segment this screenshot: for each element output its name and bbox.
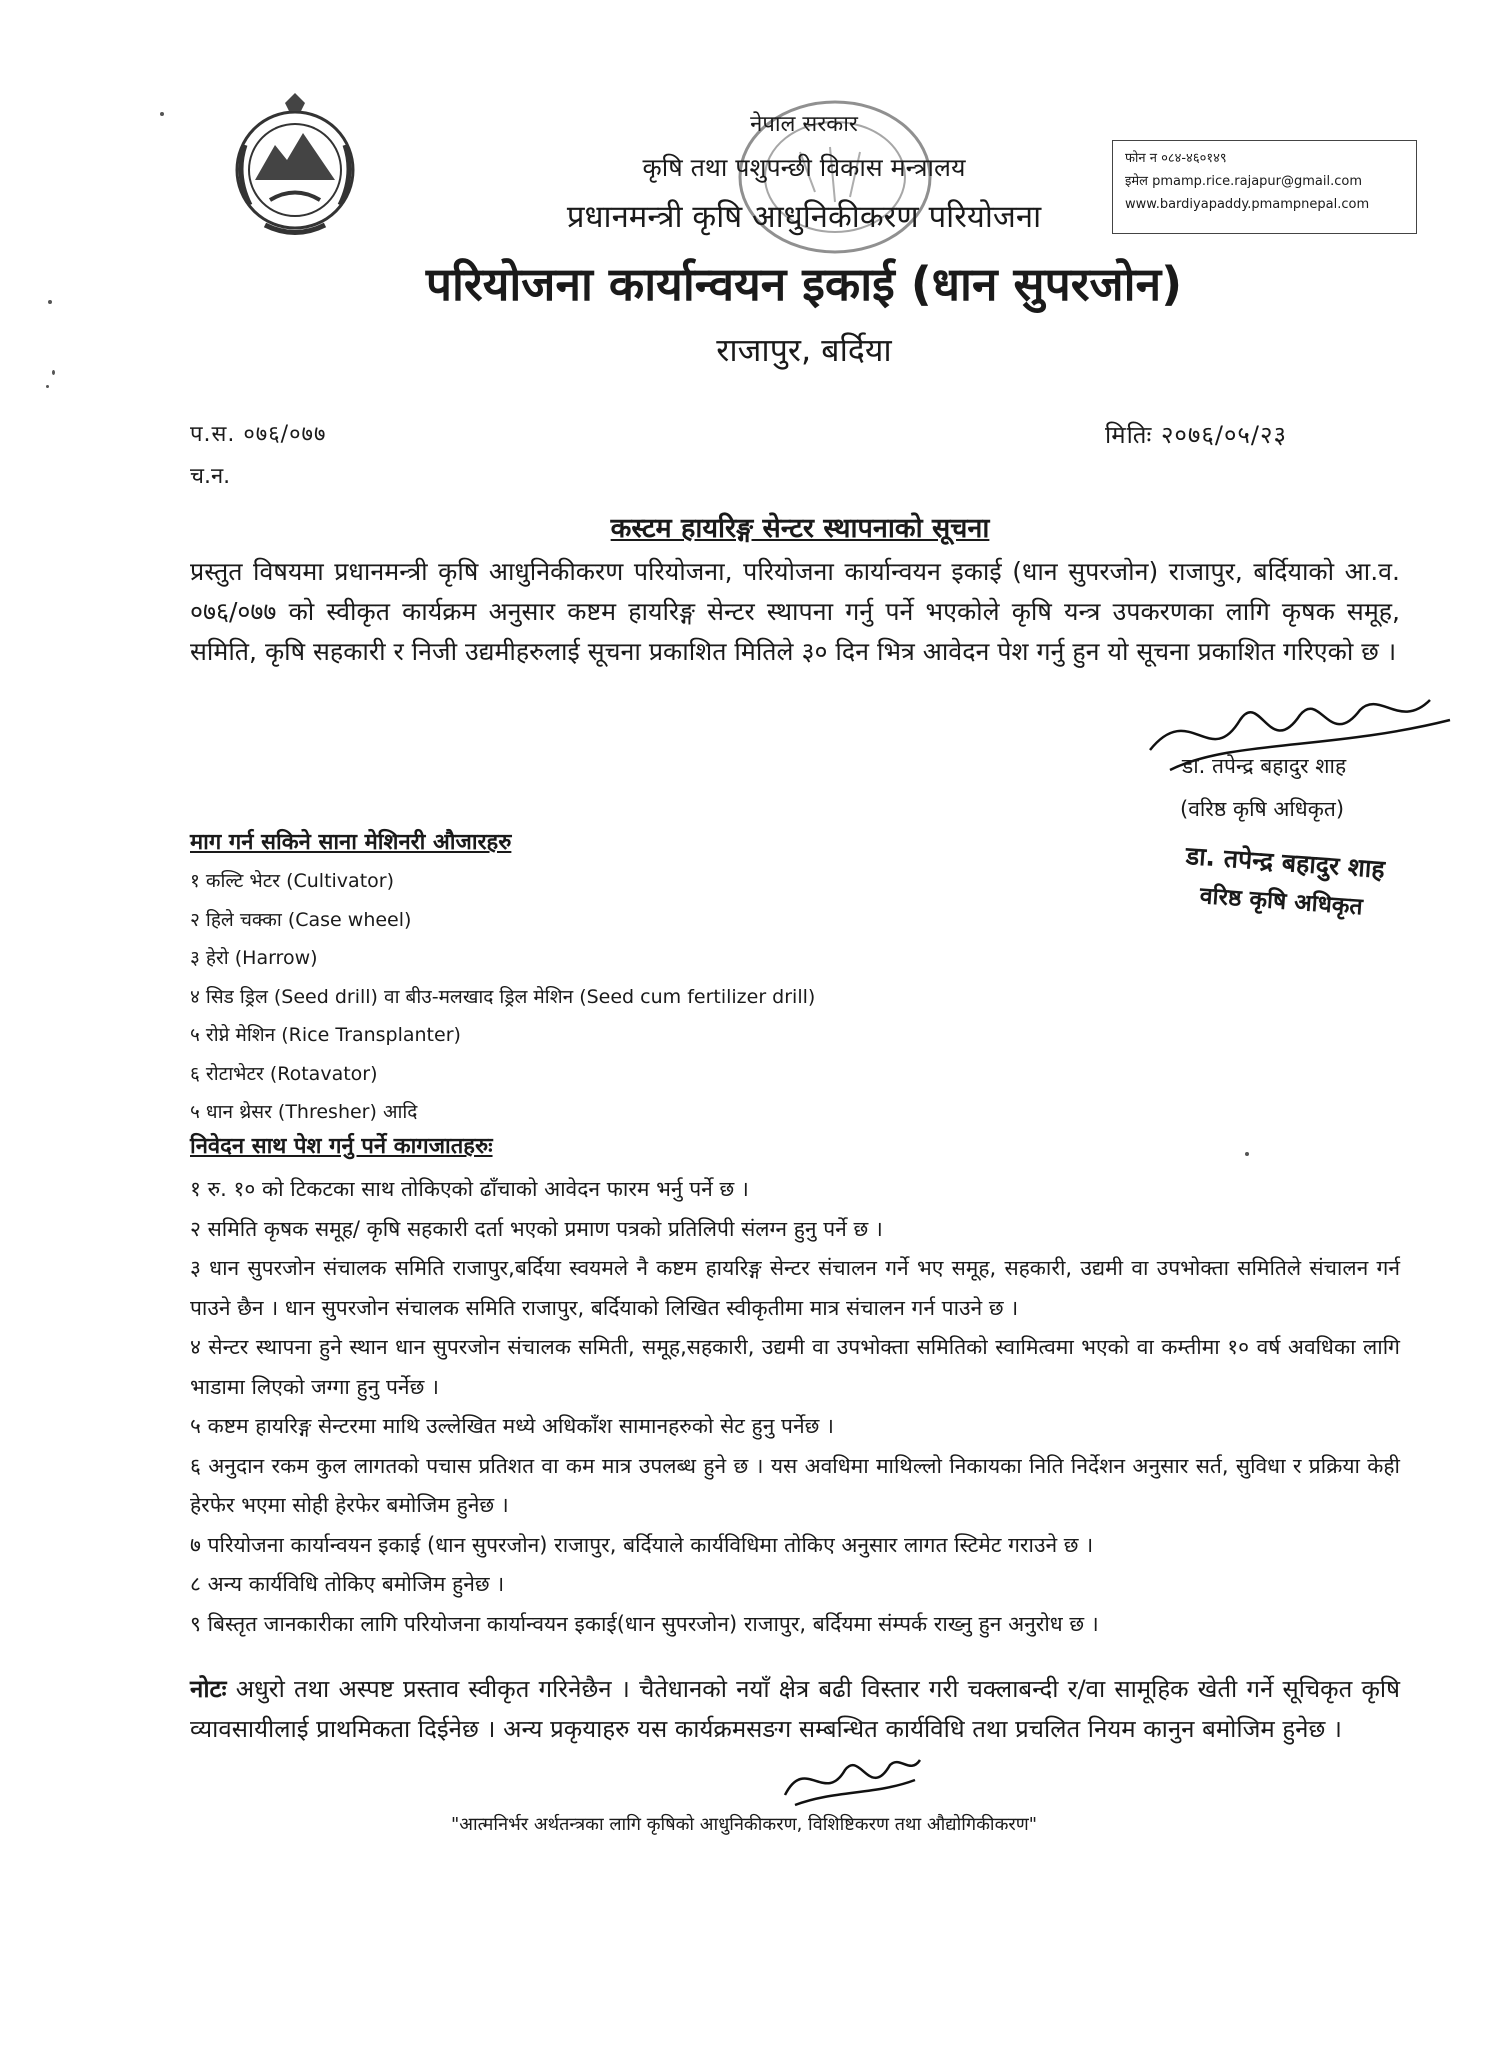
machines-heading: माग गर्न सकिने साना मेशिनरी औजारहरु [190, 830, 512, 855]
unit-name: परियोजना कार्यान्वयन इकाई (धान सुपरजोन) [425, 257, 1183, 311]
list-item: ४ सेन्टर स्थापना हुने स्थान धान सुपरजोन संचालक समिती, समूह,सहकारी, उद्यमी वा उपभोक्ता समितिको स्वामित्वमा भएको वा कम्तीमा १० वर्ष अवधिका लागि भाडामा लिएको जग्गा हुनु पर्नेछ । [190, 1335, 1400, 1399]
list-item: ५ कष्टम हायरिङ्ग सेन्टरमा माथि उल्लेखित मध्ये अधिकाँश सामानहरुको सेट हुनु पर्नेछ । [190, 1414, 834, 1438]
government-name: नेपाल सरकार [750, 112, 858, 137]
machines-list [190, 862, 815, 1132]
seal-title: वरिष्ठ कृषि अधिकृत [1198, 883, 1364, 921]
contact-email: इमेल pmamp.rice.rajapur@gmail.com [1125, 174, 1362, 189]
list-item: ८ अन्य कार्यविधि तोकिए बमोजिम हुनेछ । [190, 1572, 505, 1596]
letter-date: मितिः २०७६/०५/२३ [1105, 421, 1287, 449]
signatory-title: (वरिष्ठ कृषि अधिकृत) [1180, 797, 1345, 821]
notice-title: कस्टम हायरिङ्ग सेन्टर स्थापनाको सूचना [610, 513, 990, 544]
list-item: ५ रोप्ने मेशिन (Rice Transplanter) [190, 1024, 461, 1046]
place-name: राजापुर, बर्दिया [716, 331, 892, 369]
list-item: २ समिति कृषक समूह/ कृषि सहकारी दर्ता भएको प्रमाण पत्रको प्रतिलिपी संलग्न हुनु पर्ने छ । [190, 1216, 883, 1241]
ministry-name: कृषि तथा पशुपन्छी विकास मन्त्रालय [642, 153, 966, 182]
list-item: ५ धान थ्रेसर (Thresher) आदि [190, 1101, 418, 1123]
list-item: १ रु. १० को टिकटका साथ तोकिएको ढाँचाको आवेदन फारम भर्नु पर्ने छ । [190, 1177, 749, 1201]
list-item: ९ बिस्तृत जानकारीका लागि परियोजना कार्यान्वयन इकाई(धान सुपरजोन) राजापुर, बर्दियमा संम्पर्क राख्नु हुन अनुरोध छ । [190, 1611, 1099, 1636]
contact-phone: फोन न ०८४-४६०१४९ [1125, 151, 1227, 166]
seal-name: डा. तपेन्द्र बहादुर शाह [1184, 841, 1386, 884]
note-text: अधुरो तथा अस्पष्ट प्रस्ताव स्वीकृत गरिनेछैन । चैतेधानको नयाँ क्षेत्र बढी विस्तार गरी चक्लाबन्दी र/वा सामूहिक खेती गर्ने सूचिकृत कृषि व्यावसायीलाई प्राथमिकता दिईनेछ । अन्य प्रकृयाहरु यस कार्यक्रमसङग सम्बन्धित कार्यविधि तथा प्रचलित नियम कानुन बमोजिम हुनेछ । [190, 1675, 1400, 1743]
scan-speck [52, 370, 55, 375]
documents-heading: निवेदन साथ पेश गर्नु पर्ने कागजातहरुः [190, 1134, 493, 1159]
scan-speck [1245, 1152, 1249, 1156]
note-label: नोटः [190, 1675, 227, 1703]
dispatch-number: च.न. [190, 464, 231, 489]
contact-website: www.bardiyapaddy.pmampnepal.com [1125, 197, 1370, 212]
scan-speck [48, 300, 52, 304]
list-item: ४ सिड ड्रिल (Seed drill) वा बीउ-मलखाद ड्रिल मेशिन (Seed cum fertilizer drill) [190, 985, 816, 1008]
list-item: १ कल्टि भेटर (Cultivator) [190, 870, 394, 892]
initials-signature-icon [775, 1745, 925, 1815]
list-item: ३ हेरो (Harrow) [190, 947, 318, 969]
project-name: प्रधानमन्त्री कृषि आधुनिकीकरण परियोजना [566, 199, 1042, 235]
contact-box [1112, 140, 1417, 234]
list-item: ७ परियोजना कार्यान्वयन इकाई (धान सुपरजोन) राजापुर, बर्दियाले कार्यविधिमा तोकिए अनुसार लागत स्टिमेट गराउने छ । [190, 1532, 1094, 1557]
scan-speck [46, 385, 49, 388]
note-paragraph [190, 1669, 1400, 1749]
list-item: ६ रोटाभेटर (Rotavator) [190, 1062, 378, 1085]
documents-list [190, 1170, 1400, 1644]
list-item: ६ अनुदान रकम कुल लागतको पचास प्रतिशत वा कम मात्र उपलब्ध हुने छ । यस अवधिमा माथिल्लो निकायका निति निर्देशन अनुसार सर्त, सुविधा र प्रक्रिया केही हेरफेर भएमा सोही हेरफेर बमोजिम हुनेछ । [190, 1453, 1400, 1517]
letter-number: प.स. ०७६/०७७ [190, 422, 327, 447]
footer-slogan: "आत्मनिर्भर अर्थतन्त्रका लागि कृषिको आधुनिकीकरण, विशिष्टिकरण तथा औद्योगिकीकरण" [450, 1814, 1038, 1835]
list-item: ३ धान सुपरजोन संचालक समिति राजापुर,बर्दिया स्वयमले नै कष्टम हायरिङ्ग सेन्टर संचालन गर्ने भए समूह, सहकारी, उद्यमी वा उपभोक्ता समितिले संचालन गर्न पाउने छैन । धान सुपरजोन संचालक समिति राजापुर, बर्दियाको लिखित स्वीकृतीमा मात्र संचालन गर्न पाउने छ । [190, 1256, 1400, 1320]
signatory-name: डा. तपेन्द्र बहादुर शाह [1182, 754, 1347, 778]
notice-body: प्रस्तुत विषयमा प्रधानमन्त्री कृषि आधुनिकीकरण परियोजना, परियोजना कार्यान्वयन इकाई (धान सुपरजोन) राजापुर, बर्दियाको आ.व. ०७६/०७७ को स्वीकृत कार्यक्रम अनुसार कष्टम हायरिङ्ग सेन्टर स्थापना गर्नु पर्ने भएकोले कृषि यन्त्र उपकरणका लागि कृषक समूह, समिति, कृषि सहकारी र निजी उद्यमीहरुलाई सूचना प्रकाशित मितिले ३० दिन भित्र आवेदन पेश गर्नु हुन यो सूचना प्रकाशित गरिएको छ । [190, 557, 1400, 666]
list-item: २ हिले चक्का (Case wheel) [190, 908, 412, 931]
